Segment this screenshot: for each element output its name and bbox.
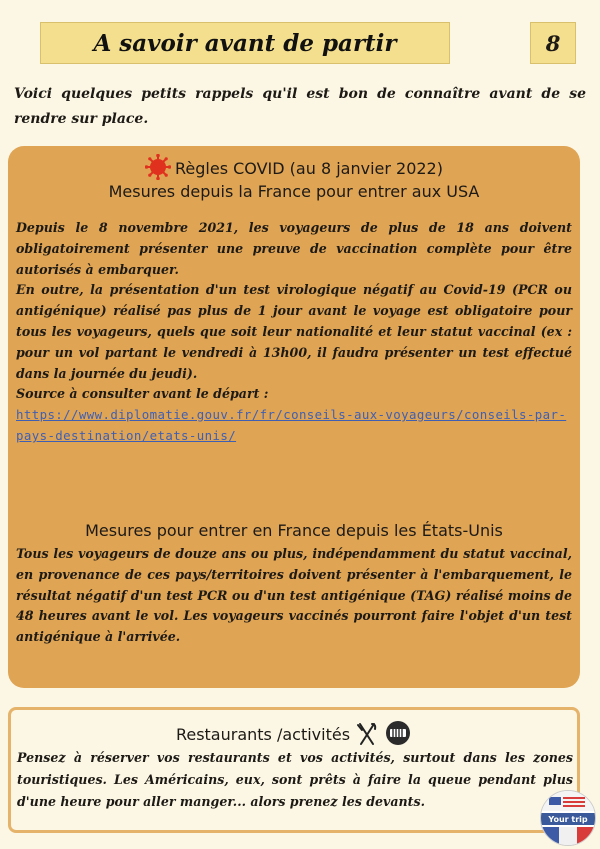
your-trip-logo xyxy=(540,790,596,846)
restaurants-heading xyxy=(11,720,577,746)
source-label: Source à consulter avant le départ : xyxy=(16,386,269,402)
ticket-icon xyxy=(384,720,412,746)
restaurants-section xyxy=(8,707,580,833)
virus-icon xyxy=(145,154,171,180)
covid-subheading-france: Mesures pour entrer en France depuis les États-Unis xyxy=(85,521,503,540)
paragraph-france: Tous les voyageurs de douze ans ou plus, indépendamment du statut vaccinal, en provenance de ces pays/territoires doivent présenter à l'embarquement, le résultat négatif d'un test PCR ou d'un test antigénique (TAG) réalisé moins de 48 heures avant le vol. Les voyageurs vaccinés pourront faire l'objet d'un test antigénique à l'arrivée. xyxy=(16,546,572,645)
covid-section xyxy=(8,146,580,688)
covid-heading xyxy=(8,154,580,180)
page-title: A savoir avant de partir xyxy=(93,29,397,57)
restaurants-heading-text: Restaurants /activités xyxy=(175,725,351,744)
cutlery-icon xyxy=(356,722,378,746)
covid-subheading-usa: Mesures depuis la France pour entrer aux USA xyxy=(108,182,480,201)
paragraph-test: En outre, la présentation d'un test virologique négatif au Covid-19 (PCR ou antigénique) réalisé pas plus de 1 jour avant le voyage est obligatoire pour tous les voyageurs, quels que soit leur nationalité et leur statut vaccinal (ex : pour un vol partant le vendredi à 13h00, il faudra présenter un test effectué dans la journée du jeudi). xyxy=(16,282,572,381)
covid-paragraphs-usa xyxy=(16,218,572,447)
covid-heading-text: Règles COVID (au 8 janvier 2022) xyxy=(175,159,443,178)
page-number: 8 xyxy=(530,22,576,64)
intro-text: Voici quelques petits rappels qu'il est bon de connaître avant de se rendre sur place. xyxy=(14,86,586,127)
source-link[interactable]: https://www.diplomatie.gouv.fr/fr/conseils-aux-voyageurs/conseils-par-pays-destination/etats-unis/ xyxy=(16,407,567,443)
restaurants-text: Pensez à réserver vos restaurants et vos activités, surtout dans les zones touristiques. Les Américains, eux, sont prêts à faire la queue pendant plus d'une heure pour aller manger... alors prenez les devants. xyxy=(17,750,573,809)
title-banner xyxy=(40,22,450,64)
paragraph-vaccination: Depuis le 8 novembre 2021, les voyageurs de plus de 18 ans doivent obligatoirement présenter une preuve de vaccination complète pour être autorisés à embarquer. xyxy=(16,220,572,277)
logo-text: Your trip xyxy=(548,815,588,824)
